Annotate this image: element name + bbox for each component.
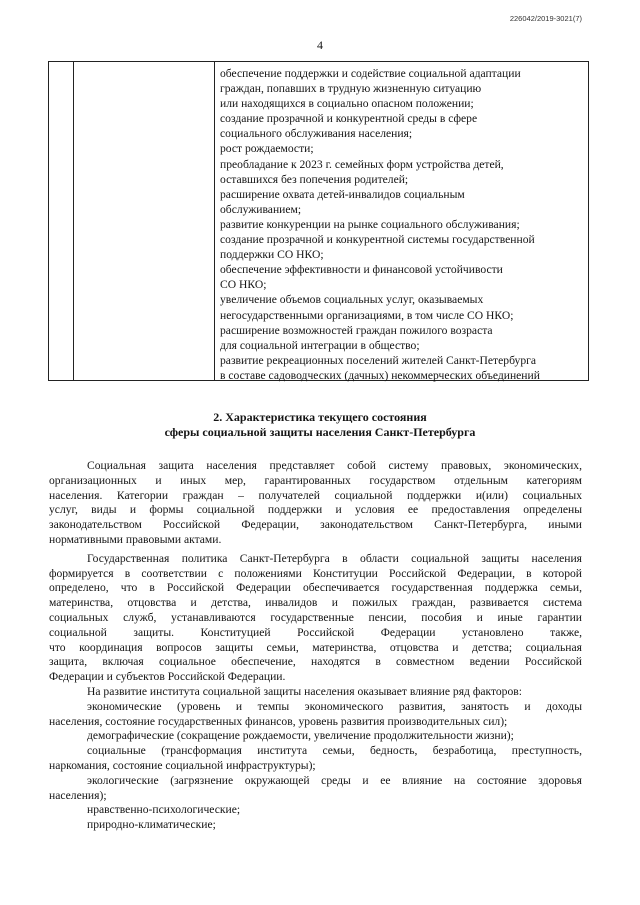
table-line: обслуживанием; <box>220 202 302 216</box>
paragraph-line: населения. Категории граждан – получателей социальной поддержки и(или) социальных <box>49 488 582 502</box>
paragraph-line: определено, что в Российской Федерации обеспечивается государственная поддержка семьи, <box>49 581 582 595</box>
paragraph <box>49 774 582 804</box>
table-line: СО НКО; <box>220 278 267 292</box>
paragraph-line: населения, состояние государственных финансов, уровень развития производительных сил); <box>49 714 508 728</box>
table-line: развитие конкуренции на рынке социального обслуживания; <box>220 217 520 231</box>
table-fragment <box>48 61 589 381</box>
page-number: 4 <box>317 38 323 52</box>
table-line: оставшихся без попечения родителей; <box>220 172 409 186</box>
table-line: социального обслуживания населения; <box>220 127 413 141</box>
table-line: или находящихся в социально опасном положении; <box>220 97 474 111</box>
table-line: развитие рекреационных поселений жителей Санкт-Петербурга <box>220 353 537 367</box>
table-line: преобладание к 2023 г. семейных форм устройства детей, <box>220 157 504 171</box>
document-id: 226042/2019-3021(7) <box>509 14 582 23</box>
section-heading-line: сферы социальной защиты населения Санкт-Петербурга <box>164 425 476 439</box>
table-line: расширение охвата детей-инвалидов социальным <box>220 187 465 201</box>
paragraph <box>49 552 582 685</box>
table-line: для социальной интеграции в общество; <box>220 338 420 352</box>
paragraph-line: населения); <box>49 788 107 802</box>
paragraph-line: Социальная защита населения представляет собой систему правовых, экономических, <box>87 459 582 472</box>
section-heading-line: 2. Характеристика текущего состояния <box>213 410 427 424</box>
paragraph <box>49 685 582 700</box>
table-line: граждан, попавших в трудную жизненную ситуацию <box>220 82 482 96</box>
paragraph <box>49 459 582 548</box>
paragraph-line: социальные (трансформация института семьи, бедность, безработица, преступность, <box>87 744 582 758</box>
paragraph <box>49 818 582 833</box>
paragraph-line: На развитие института социальной защиты населения оказывает влияние ряд факторов: <box>87 684 522 698</box>
paragraph-line: что координация вопросов защиты семьи, материнства, отцовства и детства; социальная <box>49 640 582 654</box>
section-heading <box>0 410 640 440</box>
paragraph-line: экономические (уровень и темпы экономического развития, занятость и доходы <box>87 699 582 713</box>
table-cell-results <box>220 66 584 383</box>
paragraph-line: нормативными правовыми актами. <box>49 532 222 546</box>
table-column-divider <box>73 62 74 380</box>
paragraph-line: защита, включая социальное обеспечение, находятся в совместном ведении Российской <box>49 655 582 669</box>
table-line: создание прозрачной и конкурентной среды в сфере <box>220 112 478 126</box>
paragraph <box>49 729 582 744</box>
paragraph-line: экологические (загрязнение окружающей среды и ее влияние на состояние здоровья <box>87 773 582 787</box>
table-line: обеспечение эффективности и финансовой устойчивости <box>220 263 503 277</box>
table-line: негосударственными организациями, в том числе СО НКО; <box>220 308 514 322</box>
paragraph-line: законодательством Российской Федерации, законодательством Санкт-Петербурга, иными <box>49 518 582 532</box>
body-text <box>49 459 582 833</box>
table-line: обеспечение поддержки и содействие социальной адаптации <box>220 67 521 80</box>
paragraph-line: социальной защиты. Конституцией Российской Федерации установлено также, <box>49 625 582 639</box>
paragraph <box>49 700 582 730</box>
paragraph-line: материнства, отцовства и детства, инвалидов и пожилых граждан, развивается система <box>49 596 582 610</box>
paragraph-line: Государственная политика Санкт-Петербурга в области социальной защиты населения <box>87 551 582 565</box>
table-line: создание прозрачной и конкурентной системы государственной <box>220 233 535 247</box>
paragraph-line: нравственно-психологические; <box>87 803 241 817</box>
table-line: увеличение объемов социальных услуг, оказываемых <box>220 293 484 307</box>
table-column-divider <box>214 62 215 380</box>
paragraph-line: природно-климатические; <box>87 818 216 832</box>
paragraph-line: организационных и иных мер, гарантированных государством отдельным категориям <box>49 473 582 487</box>
table-line: в составе садоводческих (дачных) некоммерческих объединений <box>220 368 540 382</box>
paragraph-line: услуг, виды и формы социальной поддержки и условия ее предоставления определены <box>49 503 582 517</box>
table-line: расширение возможностей граждан пожилого возраста <box>220 323 493 337</box>
paragraph <box>49 803 582 818</box>
paragraph-line: социальных служб, устанавливаются государственные пенсии, пособия и иные гарантии <box>49 610 582 624</box>
table-line: поддержки СО НКО; <box>220 248 324 262</box>
paragraph-line: демографические (сокращение рождаемости, увеличение продолжительности жизни); <box>87 729 514 743</box>
paragraph-line: Федерации и субъектов Российской Федерации. <box>49 670 286 684</box>
paragraph <box>49 744 582 774</box>
table-line: рост рождаемости; <box>220 142 314 156</box>
paragraph-line: формируется в соответствии с положениями Конституции Российской Федерации, в которой <box>49 566 582 580</box>
paragraph-line: наркомания, состояние социальной инфраструктуры); <box>49 758 316 772</box>
